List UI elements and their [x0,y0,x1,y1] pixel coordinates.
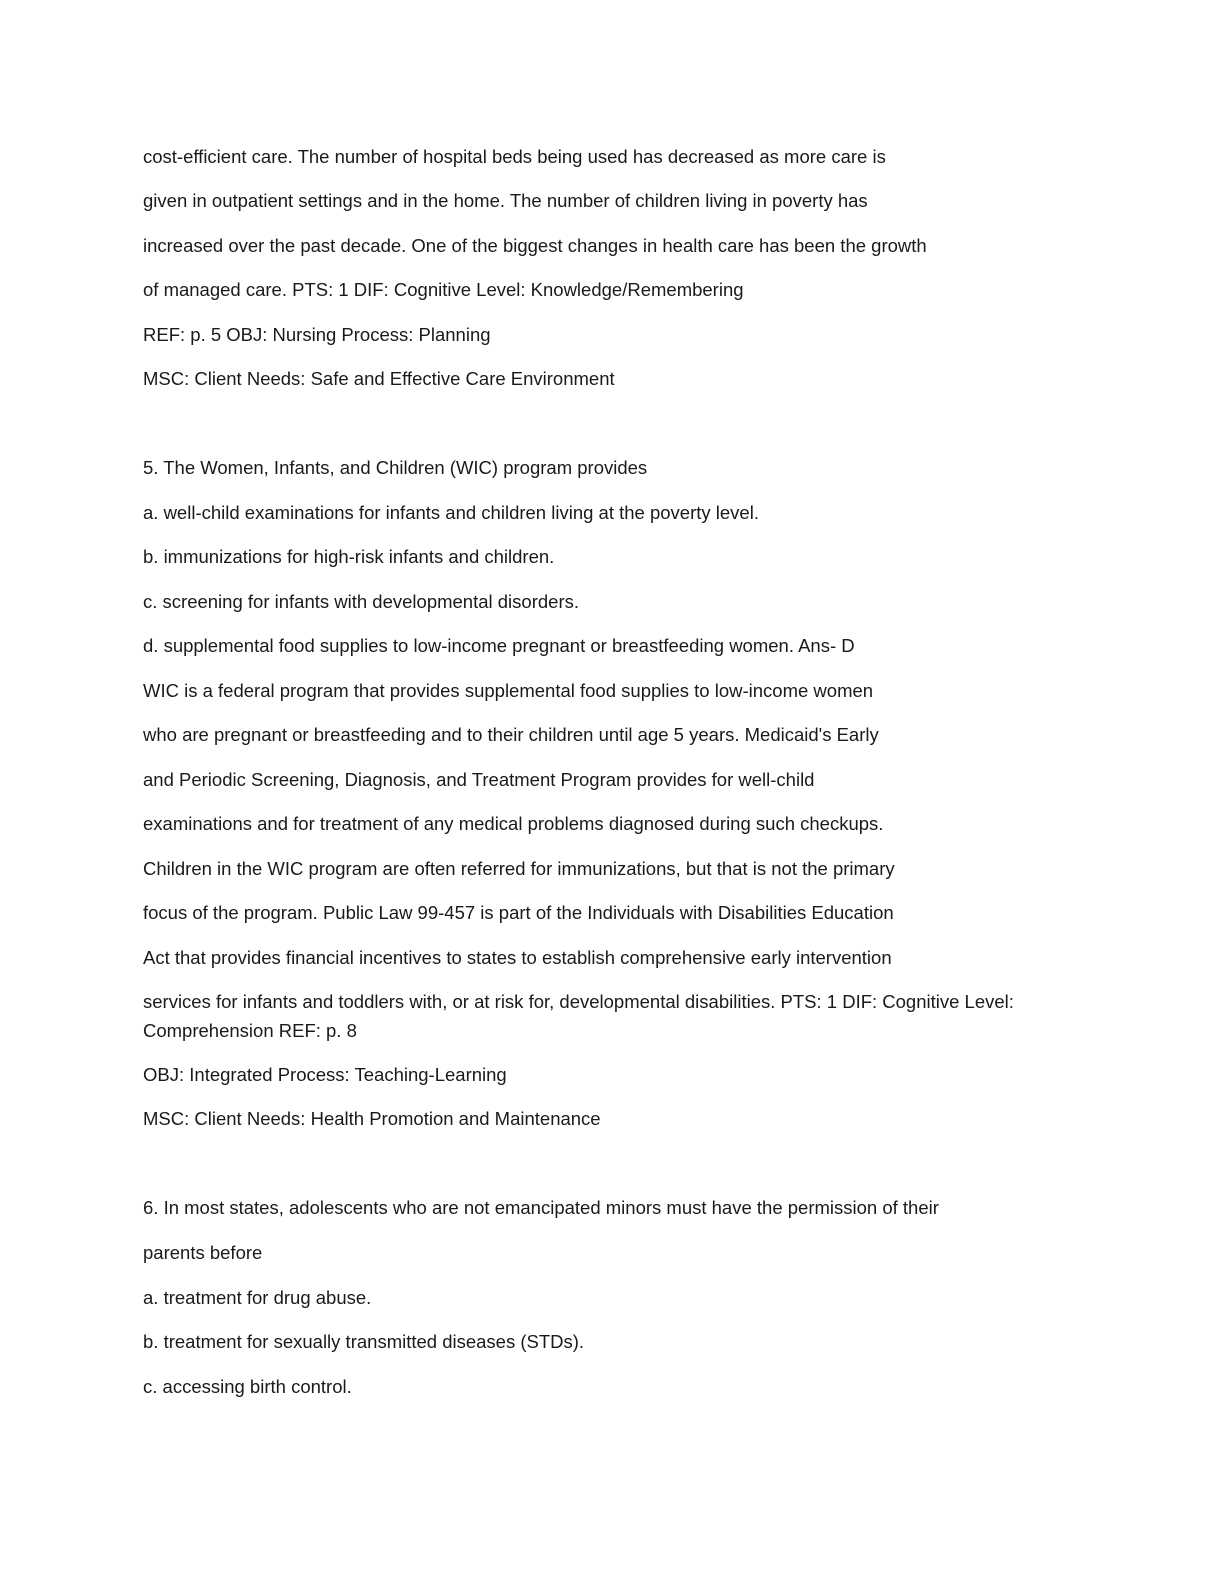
q6-option-a: a. treatment for drug abuse. [143,1287,372,1308]
q6-option-c: c. accessing birth control. [143,1376,352,1397]
q6-stem-line-1: 6. In most states, adolescents who are not emancipated minors must have the permission of their [143,1197,939,1218]
q5-rationale-line-4: examinations and for treatment of any medical problems diagnosed during such checkups. [143,813,884,834]
q4-ref-obj: REF: p. 5 OBJ: Nursing Process: Planning [143,324,491,345]
q5-msc: MSC: Client Needs: Health Promotion and Maintenance [143,1108,601,1129]
q4-rationale-line-3: increased over the past decade. One of the biggest changes in health care has been the growth [143,235,927,256]
q5-rationale-line-2: who are pregnant or breastfeeding and to their children until age 5 years. Medicaid's Early [143,724,879,745]
q5-rationale-line-3: and Periodic Screening, Diagnosis, and Treatment Program provides for well-child [143,769,815,790]
q4-rationale-line-2: given in outpatient settings and in the home. The number of children living in poverty has [143,190,868,211]
q5-stem: 5. The Women, Infants, and Children (WIC) program provides [143,457,648,478]
q6-stem-line-2: parents before [143,1242,263,1263]
q5-rationale-line-5: Children in the WIC program are often referred for immunizations, but that is not the primary [143,858,895,879]
q4-rationale-line-4: of managed care. PTS: 1 DIF: Cognitive Level: Knowledge/Remembering [143,279,744,300]
q5-rationale-last: services for infants and toddlers with, or at risk for, developmental disabilities. PTS: 1 DIF: Cognitive Level: Comprehension REF: p. 8 [143,991,1014,1041]
q5-rationale-line-7: Act that provides financial incentives to states to establish comprehensive early intervention [143,947,892,968]
q4-rationale-line-1: cost-efficient care. The number of hospital beds being used has decreased as more care is [143,146,886,167]
q5-option-b: b. immunizations for high-risk infants and children. [143,546,555,567]
q5-rationale-line-1: WIC is a federal program that provides supplemental food supplies to low-income women [143,680,874,701]
q6-option-b: b. treatment for sexually transmitted diseases (STDs). [143,1331,585,1352]
q5-option-a: a. well-child examinations for infants and children living at the poverty level. [143,502,759,523]
q5-obj: OBJ: Integrated Process: Teaching-Learning [143,1064,507,1085]
q5-option-c: c. screening for infants with developmental disorders. [143,591,579,612]
q5-rationale-line-6: focus of the program. Public Law 99-457 is part of the Individuals with Disabilities Education [143,902,894,923]
q4-msc: MSC: Client Needs: Safe and Effective Care Environment [143,368,615,389]
q5-option-d: d. supplemental food supplies to low-income pregnant or breastfeeding women. Ans- D [143,635,855,656]
